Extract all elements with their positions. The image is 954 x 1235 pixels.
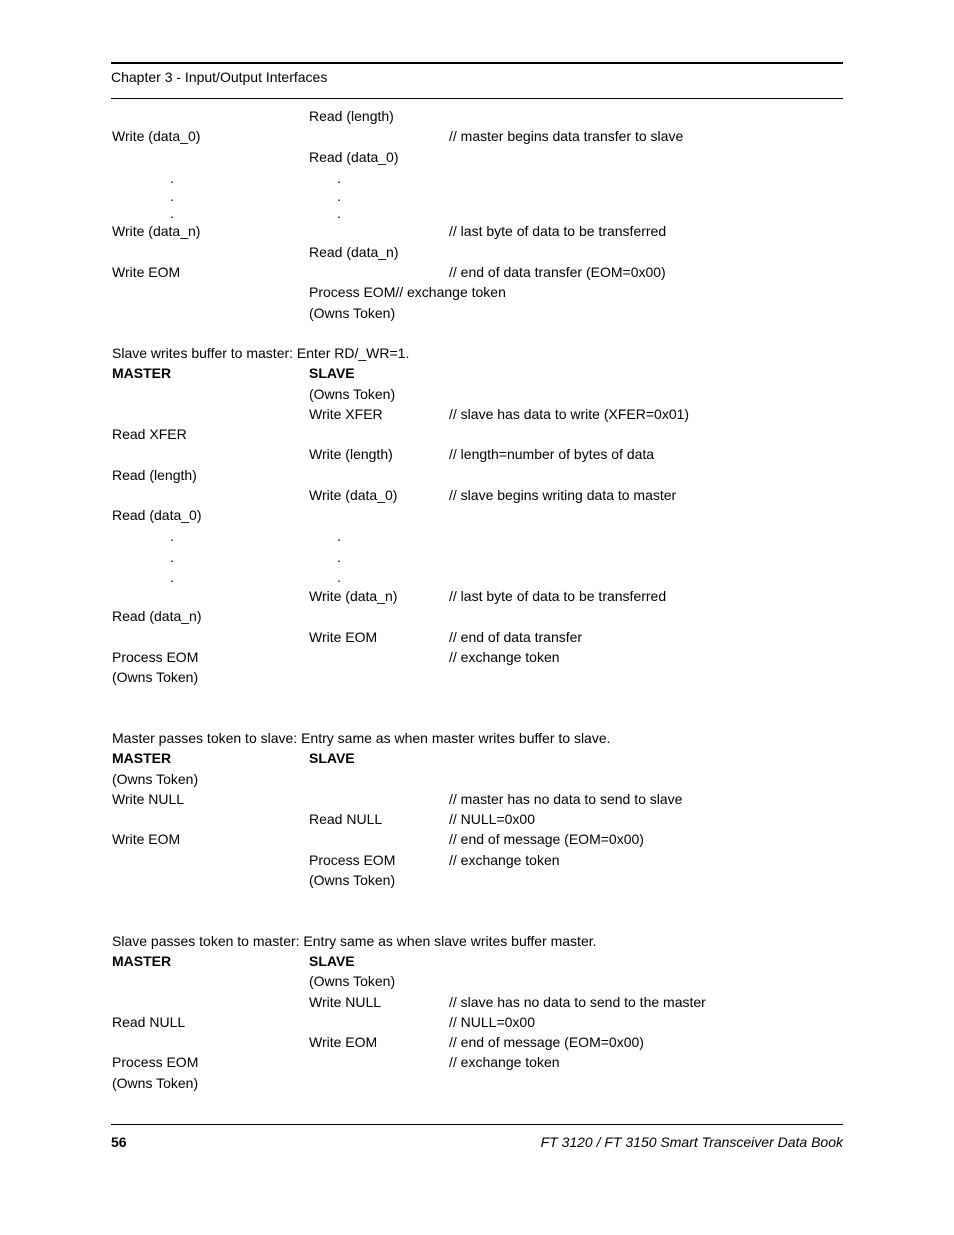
footer-rule	[111, 1124, 843, 1125]
master-step: (Owns Token)	[112, 1075, 199, 1091]
step-comment: // exchange token	[449, 852, 560, 868]
slave-step: .	[337, 205, 341, 221]
master-step: Write (data_0)	[112, 128, 201, 144]
master-step: .	[170, 528, 174, 544]
step-comment: // slave has no data to send to the master	[449, 994, 706, 1010]
step-comment: // NULL=0x00	[449, 811, 535, 827]
step-comment: // slave has data to write (XFER=0x01)	[449, 406, 690, 422]
master-step: (Owns Token)	[112, 669, 199, 685]
slave-step: Write EOM	[309, 629, 378, 645]
slave-step: (Owns Token)	[309, 973, 396, 989]
master-step: Process EOM	[112, 1054, 199, 1070]
step-comment: // last byte of data to be transferred	[449, 588, 667, 604]
slave-step: Process EOM// exchange token	[309, 284, 506, 300]
step-comment: // length=number of bytes of data	[449, 446, 655, 462]
page-number: 56	[111, 1134, 127, 1150]
chapter-header: Chapter 3 - Input/Output Interfaces	[111, 69, 328, 85]
slave-step: Write NULL	[309, 994, 382, 1010]
step-comment: // slave begins writing data to master	[449, 487, 677, 503]
master-step: .	[170, 549, 174, 565]
master-step: Write (data_n)	[112, 223, 201, 239]
step-comment: // NULL=0x00	[449, 1014, 535, 1030]
master-step: Read (data_n)	[112, 608, 202, 624]
slave-step: .	[337, 549, 341, 565]
master-step: .	[170, 205, 174, 221]
master-step: Process EOM	[112, 649, 199, 665]
slave-step: (Owns Token)	[309, 386, 396, 402]
step-comment: // exchange token	[449, 649, 560, 665]
step-comment: // end of data transfer (EOM=0x00)	[449, 264, 666, 280]
slave-column-heading: SLAVE	[309, 953, 355, 969]
step-comment: // exchange token	[449, 1054, 560, 1070]
step-comment: // end of message (EOM=0x00)	[449, 1034, 644, 1050]
slave-step: Read NULL	[309, 811, 383, 827]
master-step: .	[170, 569, 174, 585]
slave-step: .	[337, 569, 341, 585]
slave-step: Read (data_0)	[309, 149, 399, 165]
step-comment: // last byte of data to be transferred	[449, 223, 667, 239]
slave-step: Read (length)	[309, 108, 394, 124]
master-step: .	[170, 188, 174, 204]
slave-step: Read (data_n)	[309, 244, 399, 260]
master-column-heading: MASTER	[112, 750, 172, 766]
slave-step: Write EOM	[309, 1034, 378, 1050]
master-step: Write NULL	[112, 791, 185, 807]
slave-step: Write (length)	[309, 446, 393, 462]
slave-step: .	[337, 188, 341, 204]
step-comment: // end of data transfer	[449, 629, 583, 645]
slave-step: (Owns Token)	[309, 305, 396, 321]
master-step: Read NULL	[112, 1014, 186, 1030]
slave-step: Write XFER	[309, 406, 383, 422]
slave-column-heading: SLAVE	[309, 365, 355, 381]
slave-step: Write (data_0)	[309, 487, 398, 503]
master-column-heading: MASTER	[112, 365, 172, 381]
section-intro: Master passes token to slave: Entry same as when master writes buffer to slave.	[112, 730, 611, 746]
master-step: Write EOM	[112, 264, 181, 280]
master-column-heading: MASTER	[112, 953, 172, 969]
master-step: Read XFER	[112, 426, 187, 442]
master-step: Write EOM	[112, 831, 181, 847]
master-step: Read (data_0)	[112, 507, 202, 523]
section-intro: Slave passes token to master: Entry same as when slave writes buffer master.	[112, 933, 597, 949]
step-comment: // master has no data to send to slave	[449, 791, 683, 807]
slave-step: .	[337, 170, 341, 186]
slave-step: Write (data_n)	[309, 588, 398, 604]
book-title: FT 3120 / FT 3150 Smart Transceiver Data Book	[540, 1134, 843, 1150]
master-step: (Owns Token)	[112, 771, 199, 787]
slave-step: Process EOM	[309, 852, 396, 868]
step-comment: // end of message (EOM=0x00)	[449, 831, 644, 847]
slave-column-heading: SLAVE	[309, 750, 355, 766]
slave-step: (Owns Token)	[309, 872, 396, 888]
step-comment: // master begins data transfer to slave	[449, 128, 684, 144]
section-intro: Slave writes buffer to master: Enter RD/_WR=1.	[112, 345, 410, 361]
master-step: Read (length)	[112, 467, 197, 483]
master-step: .	[170, 170, 174, 186]
slave-step: .	[337, 528, 341, 544]
